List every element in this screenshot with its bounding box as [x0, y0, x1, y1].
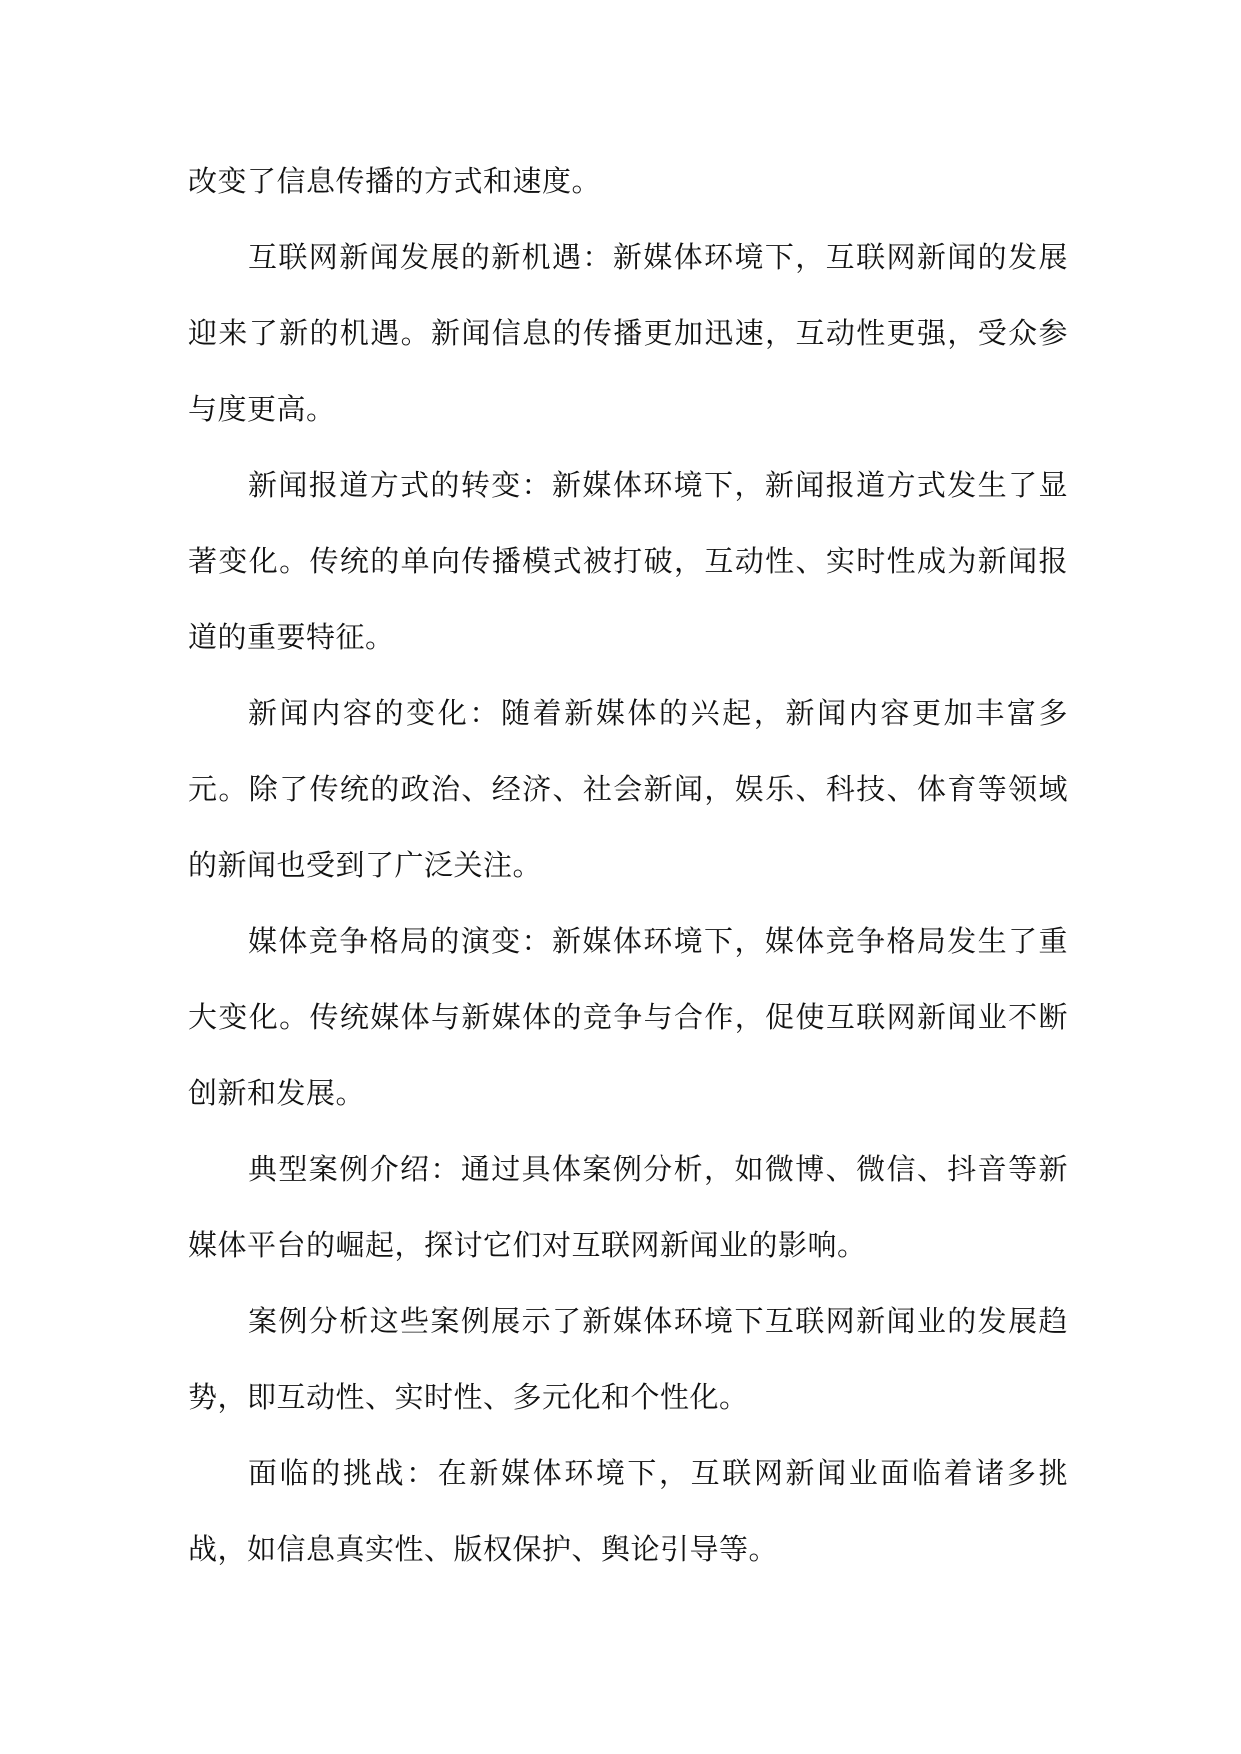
paragraph: 典型案例介绍：通过具体案例分析，如微博、微信、抖音等新媒体平台的崛起，探讨它们对互联网新闻业的影响。	[188, 1152, 1068, 1262]
paragraph: 新闻报道方式的转变：新媒体环境下，新闻报道方式发生了显著变化。传统的单向传播模式被打破，互动性、实时性成为新闻报道的重要特征。	[188, 468, 1068, 654]
paragraph: 面临的挑战：在新媒体环境下，互联网新闻业面临着诸多挑战，如信息真实性、版权保护、舆论引导等。	[188, 1456, 1068, 1566]
document-body	[188, 143, 1068, 1587]
paragraph: 案例分析这些案例展示了新媒体环境下互联网新闻业的发展趋势，即互动性、实时性、多元化和个性化。	[188, 1304, 1068, 1414]
paragraph: 新闻内容的变化：随着新媒体的兴起，新闻内容更加丰富多元。除了传统的政治、经济、社会新闻，娱乐、科技、体育等领域的新闻也受到了广泛关注。	[188, 696, 1068, 882]
paragraph: 媒体竞争格局的演变：新媒体环境下，媒体竞争格局发生了重大变化。传统媒体与新媒体的竞争与合作，促使互联网新闻业不断创新和发展。	[188, 924, 1068, 1110]
paragraph: 互联网新闻发展的新机遇：新媒体环境下，互联网新闻的发展迎来了新的机遇。新闻信息的传播更加迅速，互动性更强，受众参与度更高。	[188, 240, 1068, 426]
paragraph: 改变了信息传播的方式和速度。	[188, 164, 602, 198]
